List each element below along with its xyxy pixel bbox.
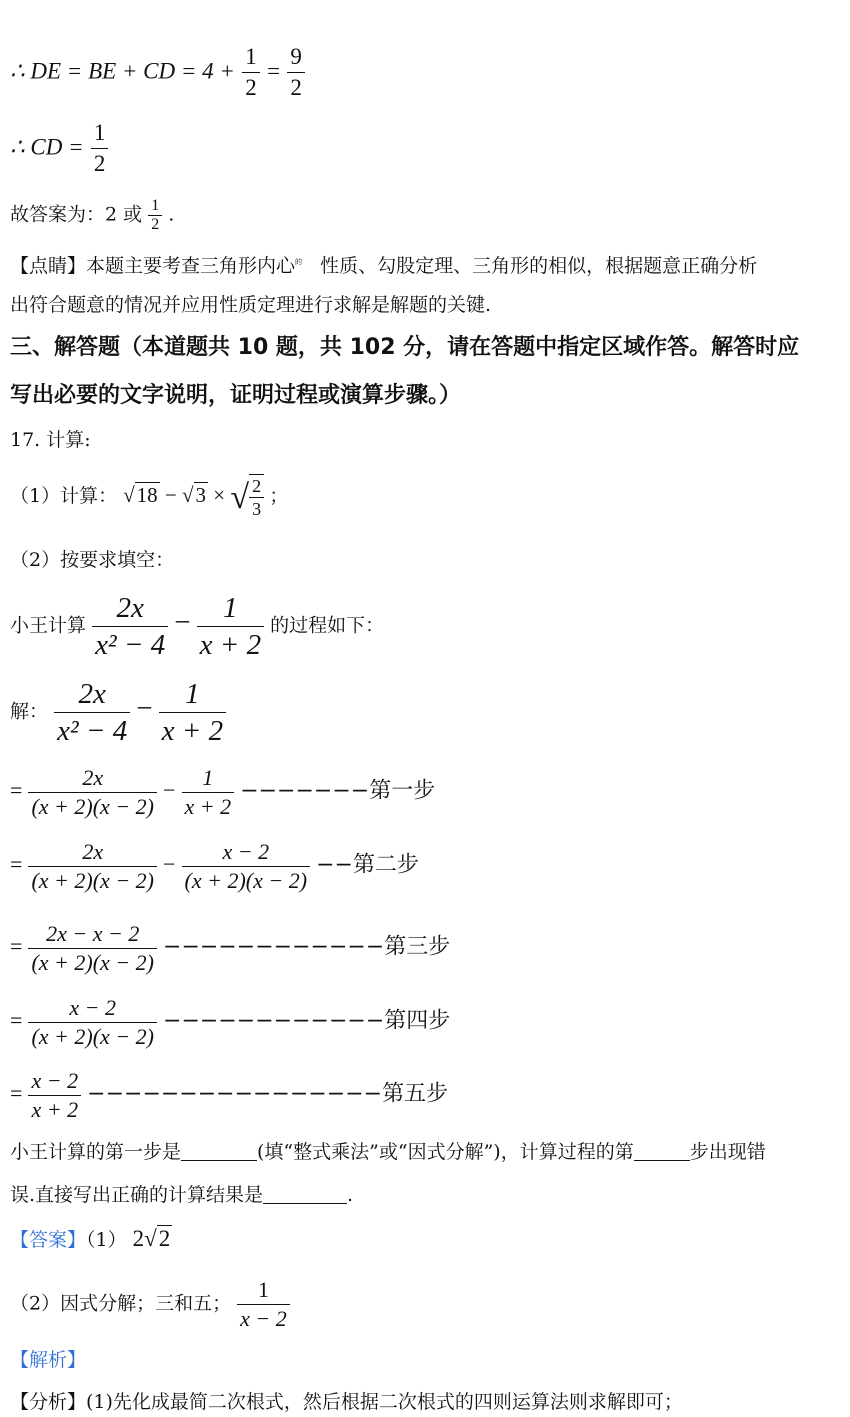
subquestion-2: （2）按要求填空：	[10, 549, 175, 571]
step-5: = $\frac{x - 2}{x + 2}$ −−−−−−−−−−−−−−−−第五步	[10, 1068, 449, 1122]
wang-problem: 小王计算 $\frac{2x}{\text{x² − 4}}$ − $\frac{1}{x + 2}$ 的过程如下：	[10, 592, 385, 661]
answer-1-value: 2√2	[132, 1226, 171, 1251]
analysis-text: 【分析】(1)先化成最简二次根式，然后根据二次根式的四则运算法则求解即可；	[10, 1391, 683, 1413]
comment-paragraph: 【点睛】本题主要考查三角形内心$^的$ 性质、勾股定理、三角形的相似，根据题意正确分析	[10, 255, 758, 277]
subquestion-1: （1）计算： √18 − √3 × √ $\frac{2}{3}$ ；	[10, 476, 289, 519]
sqrt-expression: √18 − √3 × √ $\frac{2}{3}$	[123, 483, 269, 507]
blank-3	[263, 1185, 347, 1204]
fraction-answer: $\frac{1}{2}$	[148, 197, 162, 234]
step-2: = $\frac{2x}{(x + 2)(x - 2)}$ − $\frac{x - 2}{(x + 2)(x - 2)}$ −−第二步	[10, 839, 419, 893]
answer-tag: 【答案】	[10, 1229, 87, 1251]
cd-expression: ∴ CD =	[10, 134, 84, 160]
section-heading-cont: 写出必要的文字说明，证明过程或演算步骤。）	[10, 383, 462, 408]
blank-2	[634, 1142, 690, 1161]
derivation-cd	[10, 118, 108, 179]
answer-line: 故答案为：2 或 $\frac{1}{2}$ .	[10, 197, 175, 233]
blank-1	[181, 1142, 257, 1161]
answer-2: （2）因式分解；三和五； $\frac{1}{x - 2}$	[10, 1276, 290, 1333]
derivation-de: ∴ DE = BE + CD = 4 + $\frac{1}{2}$ = $\frac{9}{2}$	[10, 42, 305, 103]
comment-paragraph-cont: 出符合题意的情况并应用性质定理进行求解是解题的关键.	[10, 294, 492, 316]
de-expression: ∴ DE = BE + CD = 4 +	[10, 58, 235, 84]
step-3: = $\frac{2x - x - 2}{(x + 2)(x - 2)}$ −−−−−−−−−−−−第三步	[10, 921, 451, 975]
question-17: 17. 计算:	[10, 429, 91, 451]
small-mark: 的	[295, 258, 303, 266]
fraction-cd: $\frac{1}{2}$	[91, 118, 109, 179]
fill-in-question-cont: 误.直接写出正确的计算结果是 .	[10, 1184, 354, 1206]
analysis-tag: 【解析】	[10, 1349, 87, 1371]
solution-start: 解： $\frac{2x}{\text{x² − 4}}$ − $\frac{1}{x + 2}$	[10, 676, 226, 749]
step-4: = $\frac{x - 2}{(x + 2)(x - 2)}$ −−−−−−−−−−−−第四步	[10, 995, 451, 1049]
fraction-half: $\frac{1}{2}$	[242, 42, 260, 103]
answer-1: 【答案】（1） 2√2	[10, 1226, 171, 1251]
answer-2-fraction: $\frac{1}{x - 2}$	[237, 1276, 290, 1333]
section-heading: 三、解答题（本道题共 10 题，共 102 分，请在答题中指定区域作答。解答时应	[10, 335, 800, 360]
fill-in-question: 小王计算的第一步是 (填“整式乘法”或“因式分解”)，计算过程的第 步出现错	[10, 1141, 766, 1163]
step-1: = $\frac{2x}{(x + 2)(x - 2)}$ − $\frac{1}{x + 2}$ −−−−−−−第一步	[10, 765, 436, 819]
fraction-nine-halves: $\frac{9}{2}$	[287, 42, 305, 103]
